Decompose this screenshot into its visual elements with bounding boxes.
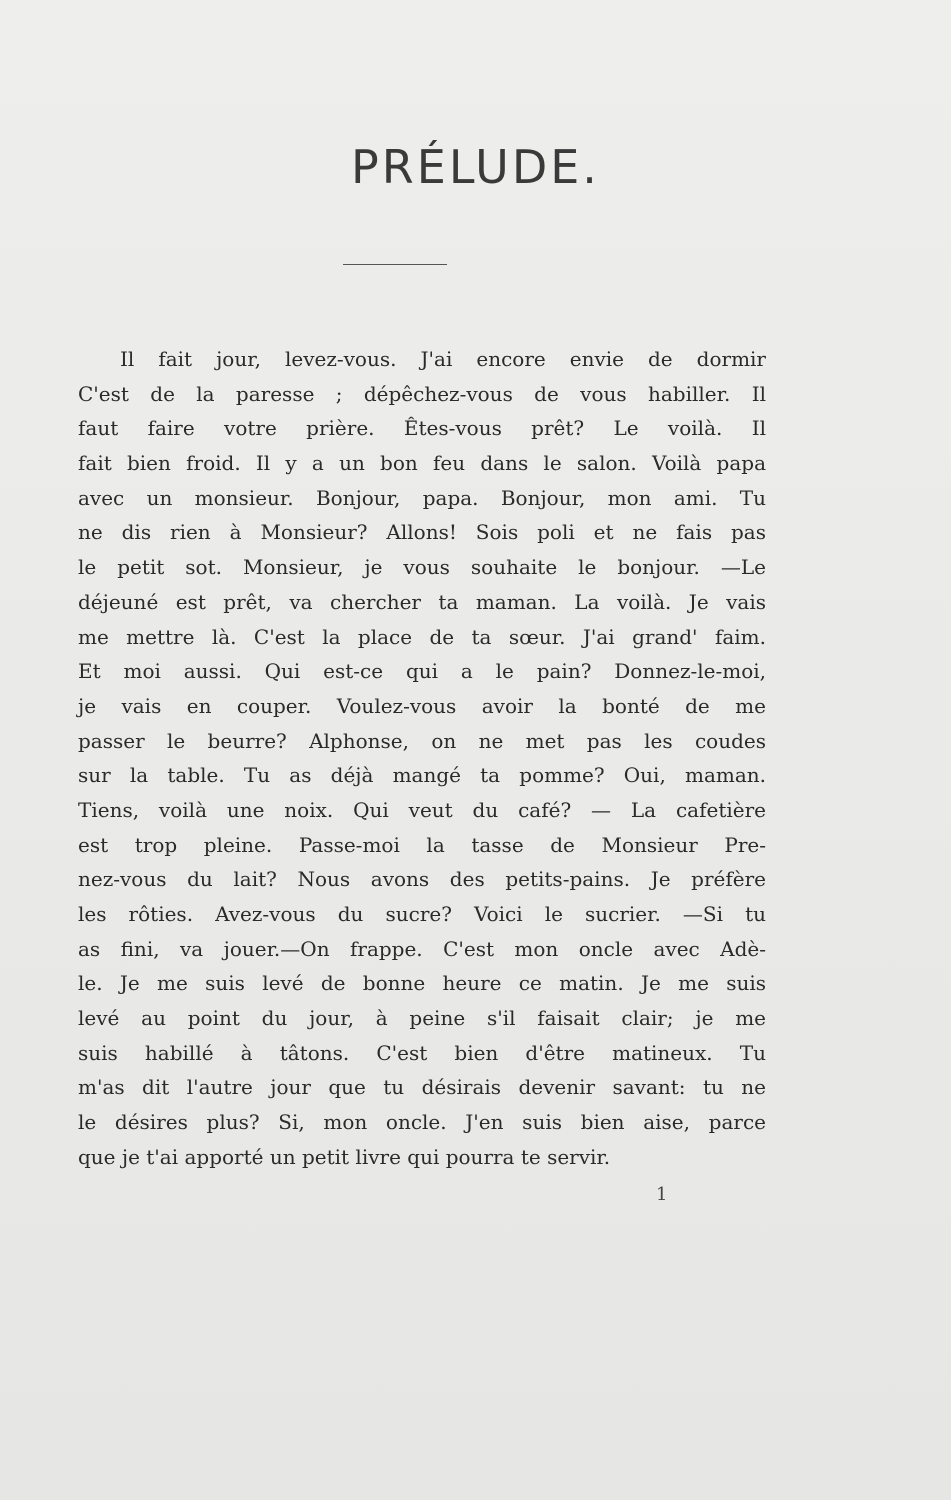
- text-line: déjeuné est prêt, va chercher ta maman. La voilà. Je vais: [78, 589, 766, 614]
- text-line: avec un monsieur. Bonjour, papa. Bonjour, mon ami. Tu: [78, 485, 766, 510]
- title-divider: [343, 264, 447, 265]
- text-line: C'est de la paresse ; dépêchez-vous de vous habiller. Il: [78, 381, 766, 406]
- text-line: je vais en couper. Voulez-vous avoir la bonté de me: [78, 693, 766, 718]
- text-line: me mettre là. C'est la place de ta sœur. J'ai grand' faim.: [78, 624, 766, 649]
- text-line: as fini, va jouer.—On frappe. C'est mon oncle avec Adè-: [78, 936, 766, 961]
- text-line: Tiens, voilà une noix. Qui veut du café? — La cafetière: [78, 797, 766, 822]
- text-line: fait bien froid. Il y a un bon feu dans le salon. Voilà papa: [78, 451, 766, 476]
- body-text: [78, 342, 766, 1175]
- text-line: que je t'ai apporté un petit livre qui pourra te servir.: [78, 1144, 611, 1169]
- text-line: levé au point du jour, à peine s'il faisait clair; je me: [78, 1006, 766, 1031]
- text-line: sur la table. Tu as déjà mangé ta pomme? Oui, maman.: [78, 763, 766, 788]
- page-number: 1: [656, 1184, 668, 1205]
- text-line: Et moi aussi. Qui est-ce qui a le pain? Donnez-le-moi,: [78, 659, 766, 684]
- text-line: faut faire votre prière. Êtes-vous prêt? Le voilà. Il: [78, 416, 766, 441]
- text-line: les rôties. Avez-vous du sucre? Voici le sucrier. —Si tu: [78, 902, 766, 926]
- text-line: nez-vous du lait? Nous avons des petits-pains. Je préfère: [78, 867, 766, 892]
- page-title: PRÉLUDE.: [351, 140, 600, 194]
- text-line: m'as dit l'autre jour que tu désirais devenir savant: tu ne: [78, 1075, 766, 1100]
- text-line: le. Je me suis levé de bonne heure ce matin. Je me suis: [78, 971, 766, 996]
- text-line: Il fait jour, levez-vous. J'ai encore envie de dormir: [120, 347, 766, 371]
- text-line: suis habillé à tâtons. C'est bien d'être matineux. Tu: [78, 1040, 766, 1065]
- text-line: passer le beurre? Alphonse, on ne met pas les coudes: [78, 728, 766, 753]
- text-line: ne dis rien à Monsieur? Allons! Sois poli et ne fais pas: [78, 520, 766, 545]
- text-line: le désires plus? Si, mon oncle. J'en suis bien aise, parce: [78, 1110, 766, 1135]
- text-line: le petit sot. Monsieur, je vous souhaite le bonjour. —Le: [78, 555, 766, 580]
- text-line: est trop pleine. Passe-moi la tasse de Monsieur Pre-: [78, 832, 766, 857]
